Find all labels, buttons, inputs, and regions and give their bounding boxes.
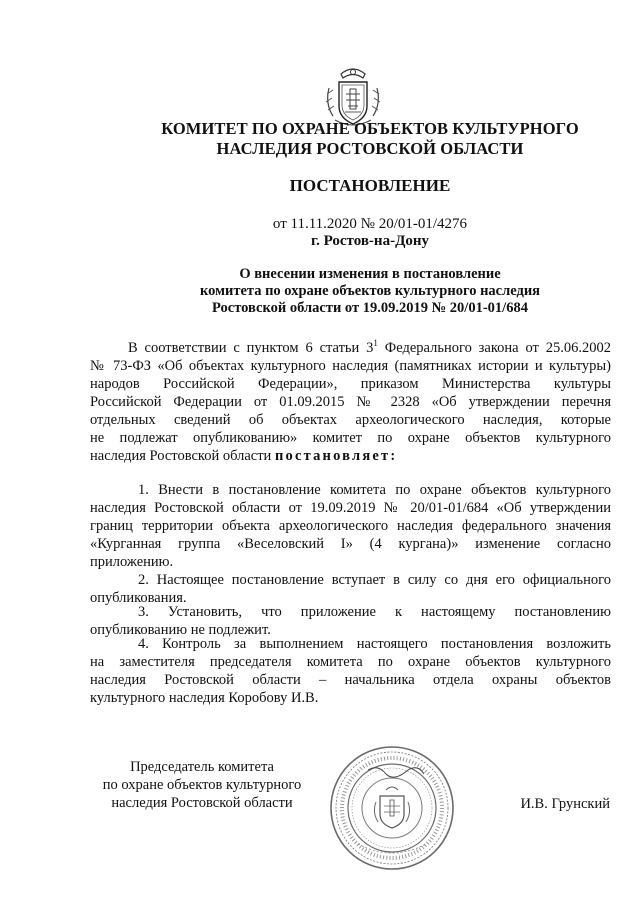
preamble-line: не подлежат опубликованию» комитет по охране объектов культурного <box>90 430 611 446</box>
preamble-paragraph <box>90 339 611 465</box>
item-line: границ территории объекта археологического наследия федерального значения <box>90 518 611 534</box>
preamble-line: Российской Федерации от 01.09.2015 № 2328 «Об утверждении перечня <box>90 394 611 410</box>
item-line: 3. Установить, что приложение к настоящему постановлению <box>138 604 611 620</box>
signatory-position <box>82 758 322 812</box>
item-line: 4. Контроль за выполнением настоящего постановления возложить <box>138 636 611 652</box>
item-line: опубликованию не подлежит. <box>90 622 271 638</box>
signatory-position-line: Председатель комитета <box>130 759 274 775</box>
document-date-number: от 11.11.2020 № 20/01-01/4276 <box>272 216 468 232</box>
item-line: приложению. <box>90 554 174 570</box>
document-city: г. Ростов-на-Дону <box>310 233 430 249</box>
item-line: 2. Настоящее постановление вступает в силу со дня его официального <box>138 572 611 588</box>
organization-name-line-2: НАСЛЕДИЯ РОСТОВСКОЙ ОБЛАСТИ <box>216 139 524 158</box>
item-line: наследия Ростовской области от 19.09.2019 № 20/01-01/684 «Об утверждении <box>90 500 611 516</box>
subject-line-2: комитета по охране объектов культурного наследия <box>199 283 541 299</box>
subject-line-1: О внесении изменения в постановление <box>239 266 501 282</box>
organization-name-line-1: КОМИТЕТ ПО ОХРАНЕ ОБЪЕКТОВ КУЛЬТУРНОГО <box>161 119 579 138</box>
preamble-line: народов Российской Федерации», приказом Министерства культуры <box>90 376 611 392</box>
item-line: опубликования. <box>90 590 187 606</box>
signatory-position-line: по охране объектов культурного <box>102 777 302 793</box>
resolves-keyword: постановляет: <box>274 448 398 464</box>
item-4-paragraph <box>90 635 611 707</box>
document-type-title: ПОСТАНОВЛЕНИЕ <box>289 176 451 195</box>
item-2-paragraph <box>90 571 611 607</box>
item-line: на заместителя председателя комитета по охране объектов культурного <box>90 654 611 670</box>
subject-line-3: Ростовской области от 19.09.2019 № 20/01-01/684 <box>212 300 528 316</box>
signer-name: И.В. Грунский <box>520 796 610 812</box>
item-line: «Курганная группа «Веселовский I» (4 кургана)» изменение согласно <box>90 536 611 552</box>
signatory-position-line: наследия Ростовской области <box>111 795 293 811</box>
preamble-line: № 73-ФЗ «Об объектах культурного наследия (памятниках истории и культуры) <box>90 358 611 374</box>
item-line: культурного наследия Коробову И.В. <box>90 690 319 706</box>
preamble-line: отдельных сведений об объектах археологического наследия, которые <box>90 412 611 428</box>
item-3-paragraph <box>90 603 611 639</box>
preamble-line: наследия Ростовской области постановляет: <box>90 448 398 464</box>
item-line: 1. Внести в постановление комитета по охране объектов культурного <box>138 482 611 498</box>
item-line: наследия Ростовской области – начальника отдела охраны объектов <box>90 672 611 688</box>
preamble-line: В соответствии с пунктом 6 статьи $3^1$ Федерального закона от 25.06.2002 <box>128 338 611 356</box>
official-round-seal-icon <box>328 744 456 872</box>
item-1-paragraph <box>90 481 611 571</box>
